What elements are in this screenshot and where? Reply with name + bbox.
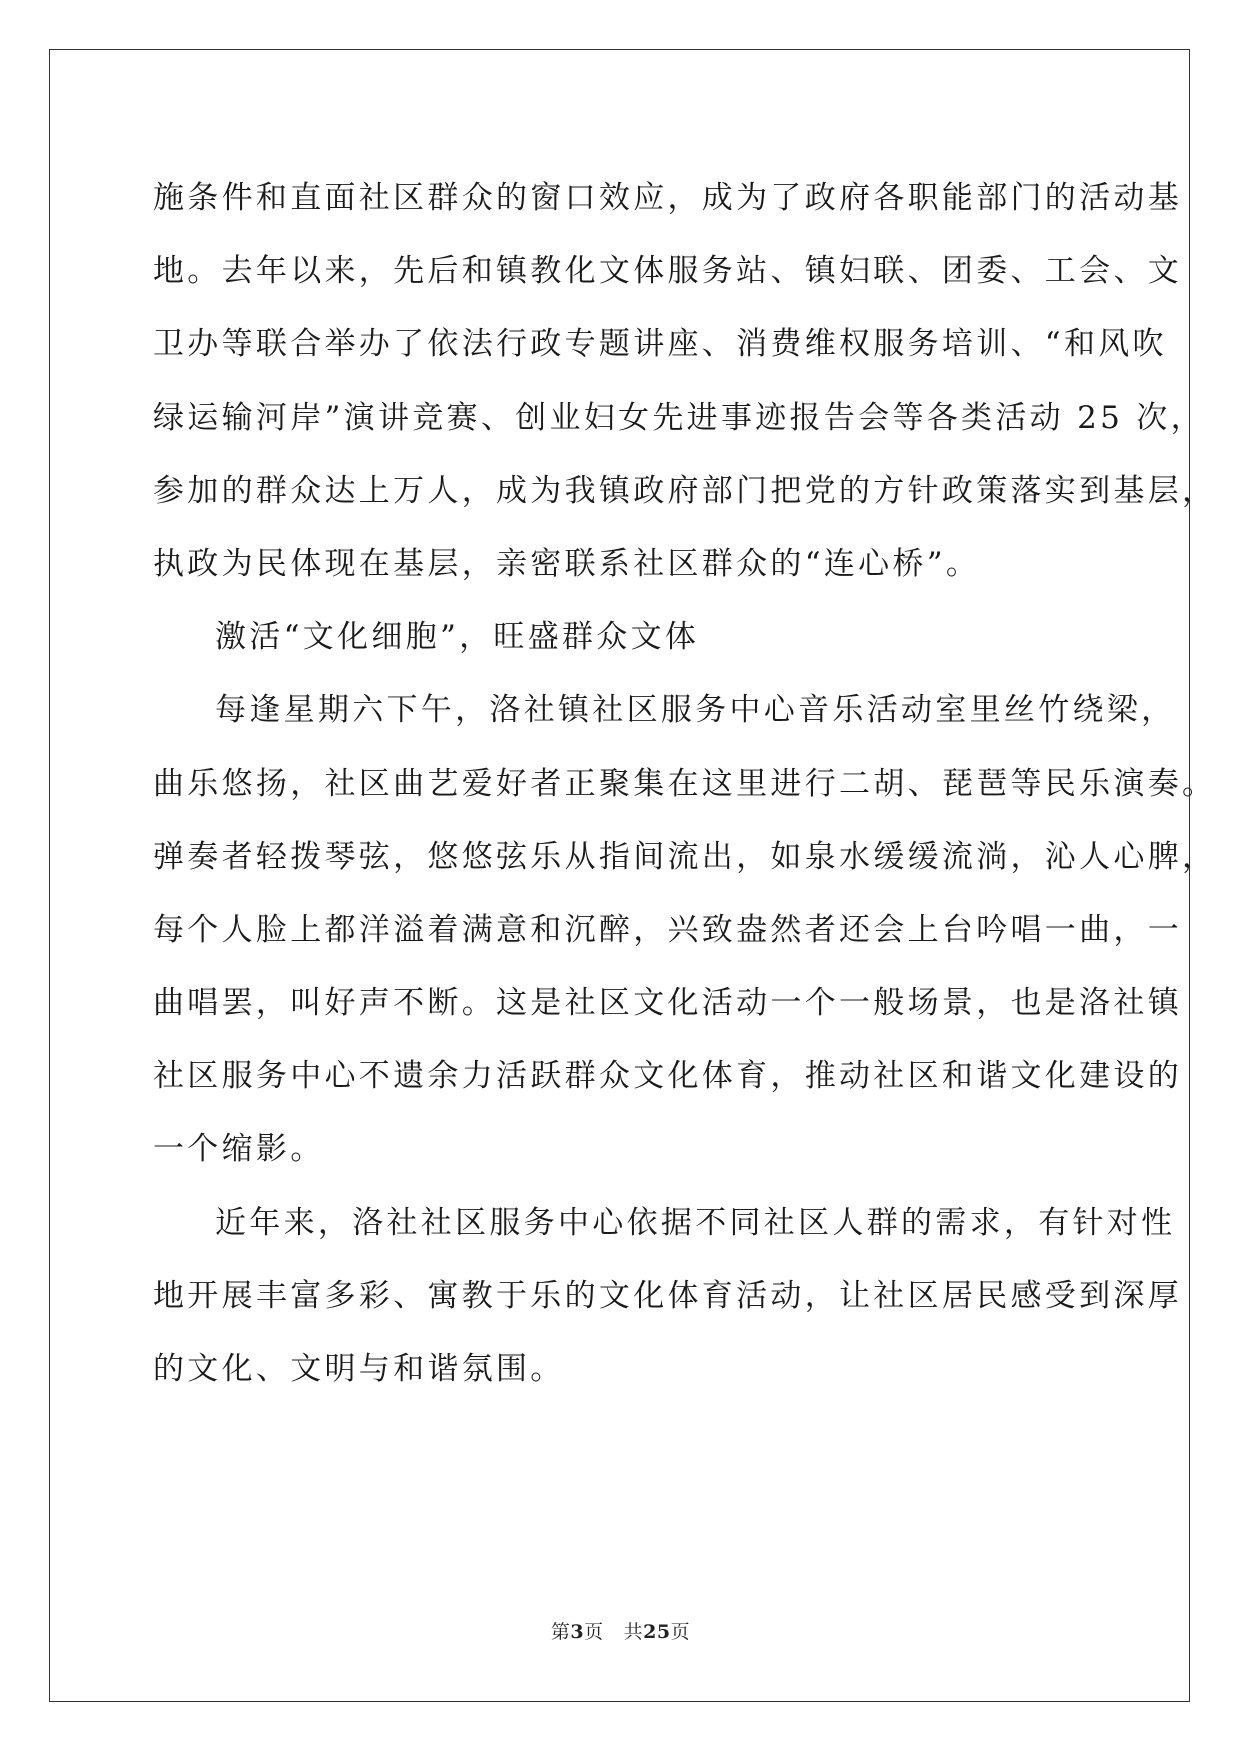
text-line: 一个缩影。: [153, 1131, 325, 1168]
text-line: 施条件和直面社区群众的窗口效应，成为了政府各职能部门的活动基: [153, 180, 1182, 216]
text-line: 地。去年以来，先后和镇教化文体服务站、镇妇联、团委、工会、文: [153, 253, 1182, 290]
text-line: 社区服务中心不遗余力活跃群众文化体育，推动社区和谐文化建设的: [153, 1058, 1182, 1095]
total-pages: 25: [643, 1621, 671, 1643]
text-line: 绿运输河岸”演讲竞赛、创业妇女先进事迹报告会等各类活动 25 次，: [153, 399, 1205, 436]
page-prefix: 第: [550, 1621, 571, 1643]
text-line: 曲乐悠扬，社区曲艺爱好者正聚集在这里进行二胡、琵琶等民乐演奏。: [153, 765, 1217, 802]
total-suffix: 页: [670, 1621, 691, 1643]
page-number: 3: [570, 1621, 585, 1643]
text-line: 每逢星期六下午，洛社镇社区服务中心音乐活动室里丝竹绕梁，: [215, 692, 1176, 729]
text-line: 每个人脸上都洋溢着满意和沉醉，兴致盎然者还会上台吟唱一曲，一: [153, 911, 1182, 948]
page-footer: [0, 1617, 1241, 1644]
text-line: 地开展丰富多彩、寓教于乐的文化体育活动，让社区居民感受到深厚: [153, 1277, 1182, 1314]
page-suffix: 页: [584, 1621, 604, 1643]
text-line: 弹奏者轻拨琴弦，悠悠弦乐从指间流出，如泉水缓缓流淌，沁人心脾，: [153, 838, 1217, 875]
text-line: 执政为民体现在基层，亲密联系社区群众的“连心桥”。: [153, 545, 981, 582]
total-prefix: 共: [623, 1621, 644, 1643]
section-heading: 激活“文化细胞”，旺盛群众文体: [215, 619, 700, 656]
text-line: 的文化、文明与和谐氛围。: [153, 1351, 565, 1387]
text-line: 参加的群众达上万人，成为我镇政府部门把党的方针政策落实到基层，: [153, 472, 1217, 509]
document-body: [153, 162, 1217, 1406]
text-line: 曲唱罢，叫好声不断。这是社区文化活动一个一般场景，也是洛社镇: [153, 985, 1182, 1022]
text-line: 卫办等联合举办了依法行政专题讲座、消费维权服务培训、“和风吹: [153, 326, 1167, 363]
text-line: 近年来，洛社社区服务中心依据不同社区人群的需求，有针对性: [215, 1204, 1176, 1241]
